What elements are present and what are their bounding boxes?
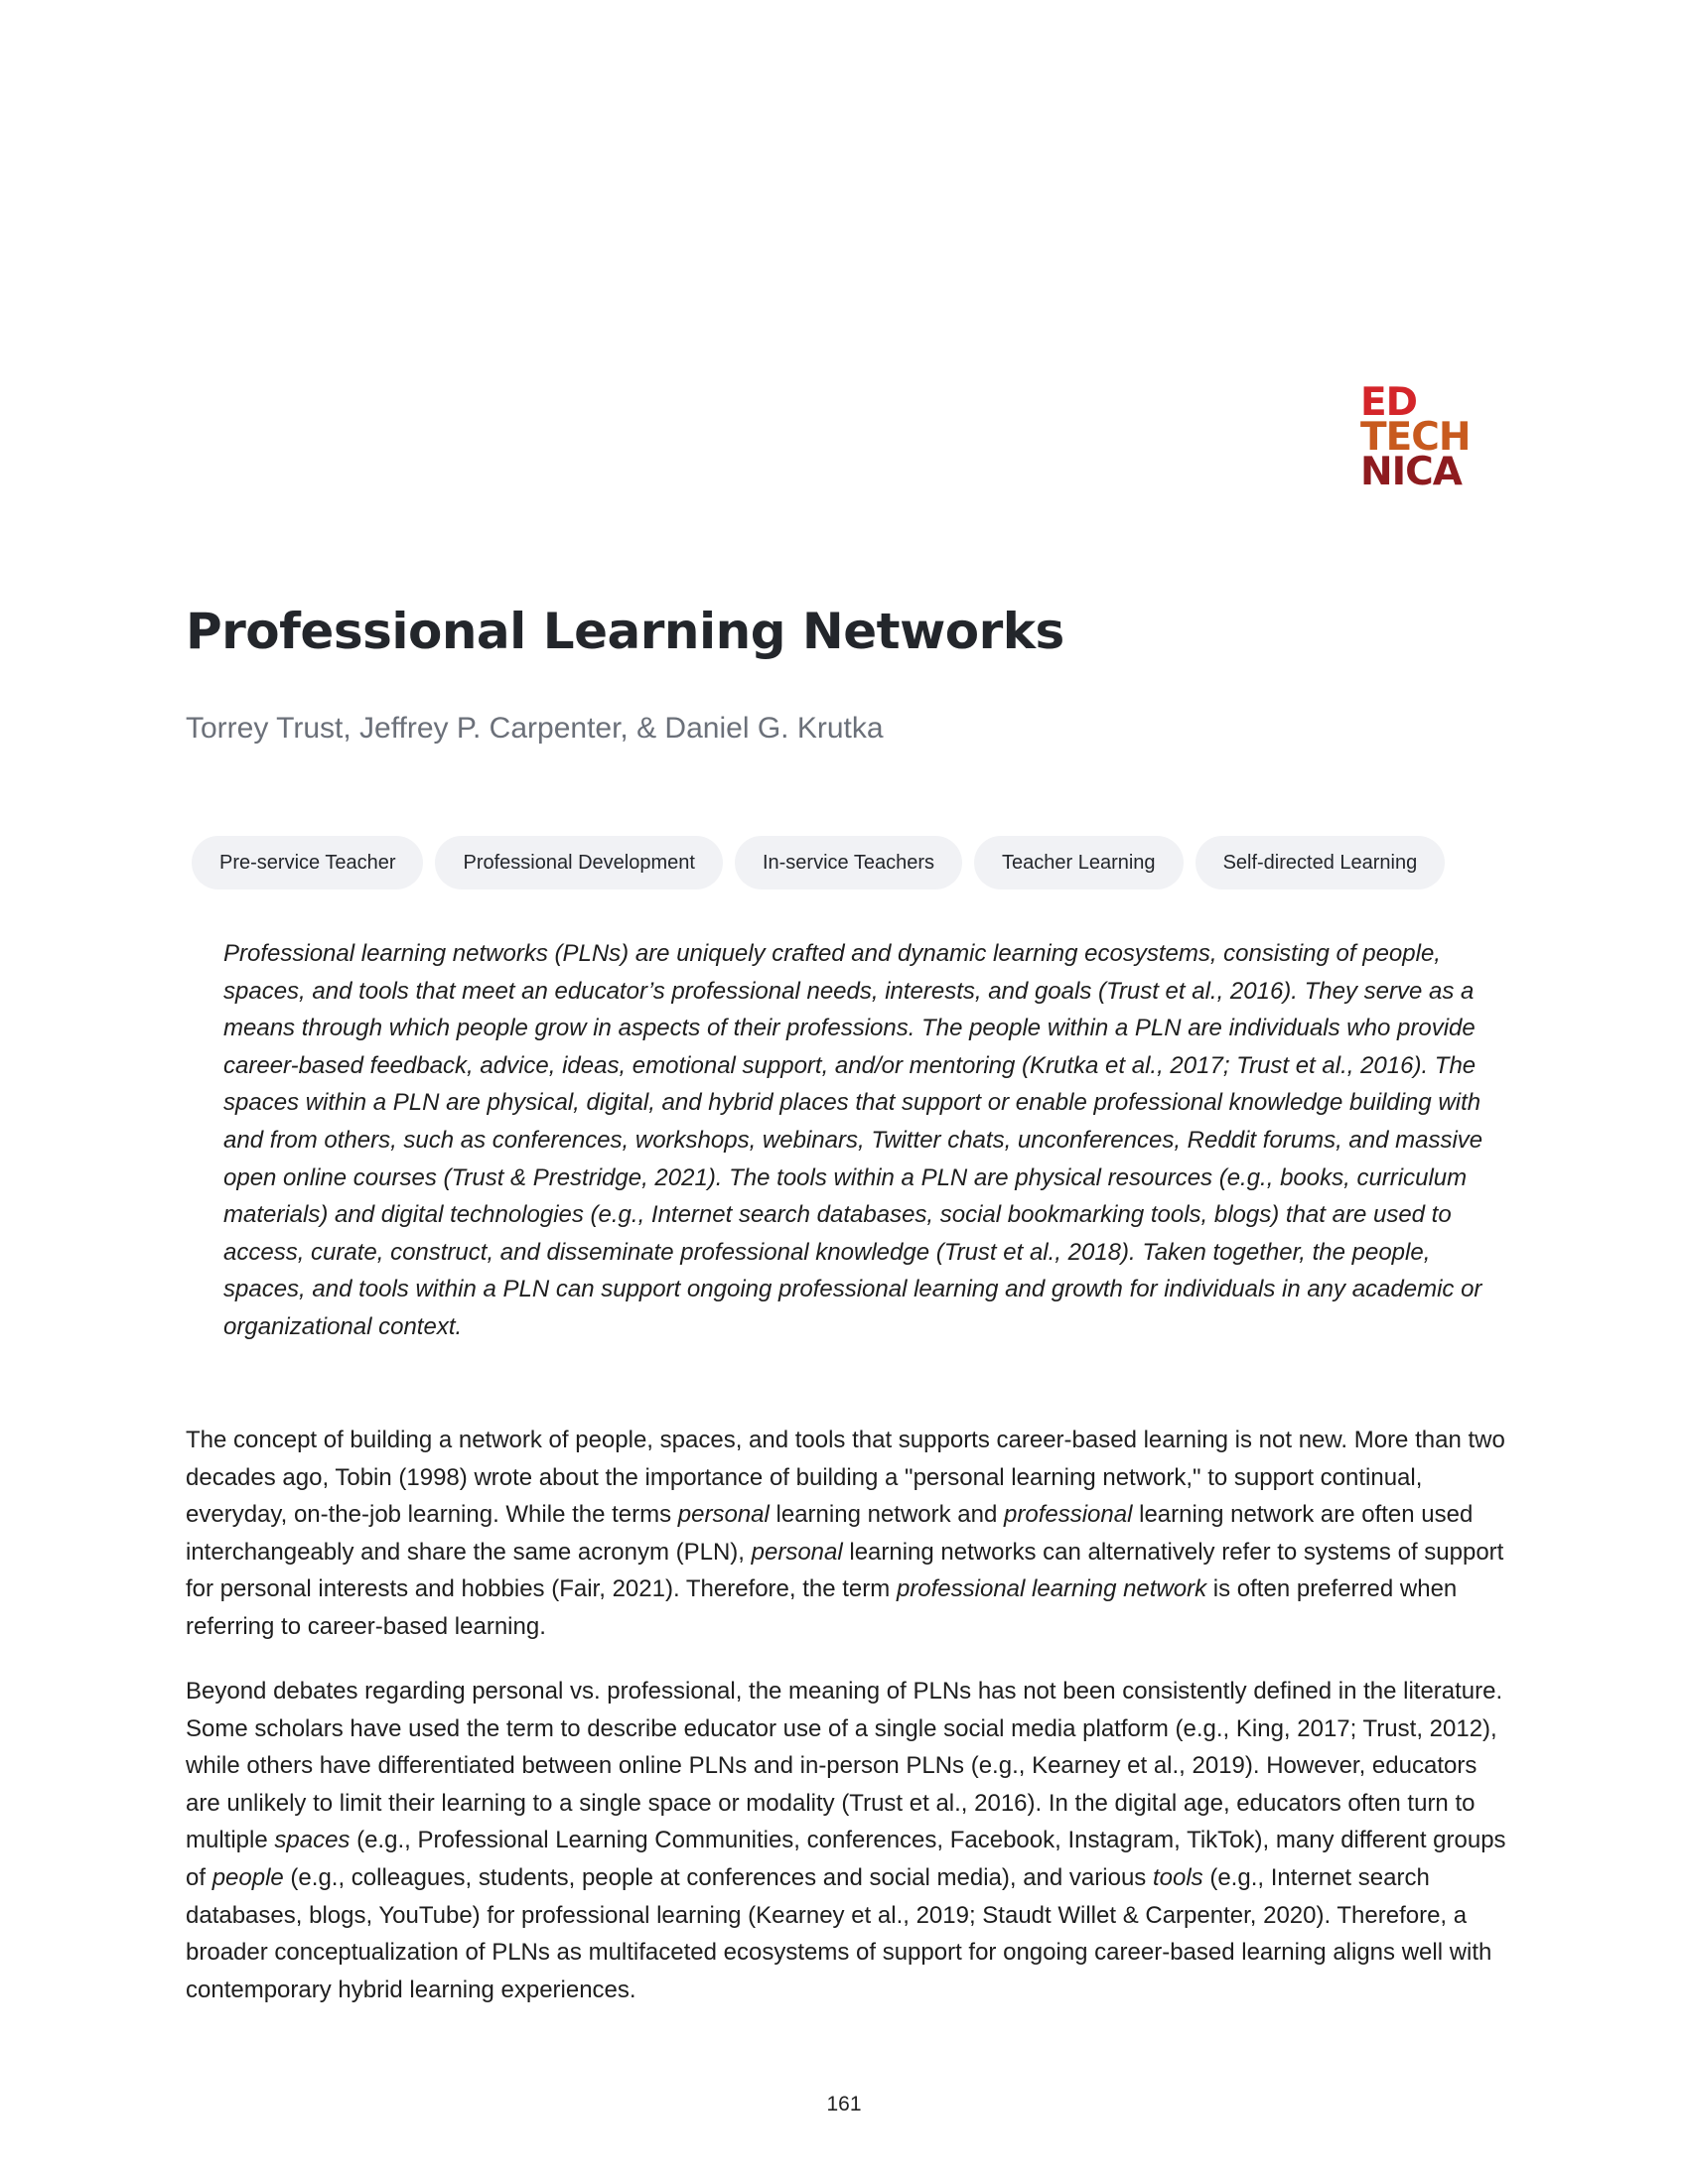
logo-line-nica: NICA — [1360, 450, 1462, 494]
p1-emphasis-2: professional — [1004, 1501, 1133, 1529]
tag-professional-development[interactable]: Professional Development — [435, 836, 722, 889]
p2-text-3: (e.g., colleagues, students, people at conferences and social media), and various — [283, 1863, 1153, 1891]
body-paragraph-1 — [186, 1422, 1516, 1646]
p2-text-1: Beyond debates regarding personal vs. professional, the meaning of PLNs has not been consistently defined in the literature. Some scholars have used the term to describe educator use of a single social media platform (e.g., King, 2017; Trust, 2012), while others have differentiated between online PLNs and in-person PLNs (e.g., Kearney et al., 2019). However, educators are unlikely to limit their learning to a single space or modality (Trust et al., 2016). In the digital age, educators often turn to multiple — [186, 1678, 1503, 1854]
p1-emphasis-3: personal — [751, 1538, 843, 1566]
p2-text-4: (e.g., Internet search databases, blogs, YouTube) for professional learning (Kearney et al., 2019; Staudt Willet & Carpenter, 2020). Therefore, a broader conceptualization of PLNs as multifaceted ecosystems of support for ongoing career-based learning aligns well with contemporary hybrid learning experiences. — [186, 1863, 1492, 2003]
p1-emphasis-1: personal — [677, 1501, 770, 1529]
tag-in-service-teachers[interactable]: In-service Teachers — [735, 836, 962, 889]
p1-text-2: learning network and — [769, 1501, 1005, 1529]
p1-text-4: learning networks can alternatively refer to systems of support for personal interests and hobbies (Fair, 2021). Therefore, the term — [186, 1538, 1504, 1603]
p1-text-3: learning network are often used interchangeably and share the same acronym (PLN), — [186, 1501, 1474, 1566]
logo-line-tech: TECH — [1360, 415, 1471, 460]
keyword-tags — [192, 836, 1445, 889]
logo-line-ed: ED — [1360, 380, 1418, 425]
page-number: 161 — [826, 2093, 862, 2116]
p1-emphasis-4: professional learning network — [896, 1575, 1207, 1603]
edtechnica-logo — [1360, 380, 1489, 494]
tag-self-directed-learning[interactable]: Self-directed Learning — [1196, 836, 1446, 889]
authors-line: Torrey Trust, Jeffrey P. Carpenter, & Daniel G. Krutka — [186, 712, 884, 745]
p1-text-5: is often preferred when referring to career-based learning. — [186, 1575, 1458, 1640]
tag-pre-service-teacher[interactable]: Pre-service Teacher — [192, 836, 423, 889]
tag-teacher-learning[interactable]: Teacher Learning — [974, 836, 1184, 889]
p2-text-2: (e.g., Professional Learning Communities, conferences, Facebook, Instagram, TikTok), many different groups of — [186, 1827, 1506, 1891]
body-paragraph-2 — [186, 1673, 1516, 2008]
p2-emphasis-1: spaces — [274, 1827, 351, 1854]
p1-text-1: The concept of building a network of people, spaces, and tools that supports career-based learning is not new. More than two decades ago, Tobin (1998) wrote about the importance of building a "personal learning network," to support continual, everyday, on-the-job learning. While the terms — [186, 1427, 1505, 1529]
page-title: Professional Learning Networks — [186, 603, 1064, 660]
p2-emphasis-3: tools — [1152, 1863, 1203, 1891]
abstract: Professional learning networks (PLNs) are uniquely crafted and dynamic learning ecosystems, consisting of people, spaces, and tools that meet an educator’s professional needs, interests, and goals (Trust et al., 2016). They serve as a means through which people grow in aspects of their professions. The people within a PLN are individuals who provide career-based feedback, advice, ideas, emotional support, and/or mentoring (Krutka et al., 2017; Trust et al., 2016). The spaces within a PLN are physical, digital, and hybrid places that support or enable professional knowledge building with and from others, such as conferences, workshops, webinars, Twitter chats, unconferences, Reddit forums, and massive open online courses (Trust & Prestridge, 2021). The tools within a PLN are physical resources (e.g., books, curriculum materials) and digital technologies (e.g., Internet search databases, social bookmarking tools, blogs) that are used to access, curate, construct, and disseminate professional knowledge (Trust et al., 2018). Taken together, the people, spaces, and tools within a PLN can support ongoing professional learning and growth for individuals in any academic or organizational context. — [223, 940, 1483, 1340]
p2-emphasis-2: people — [211, 1863, 284, 1891]
